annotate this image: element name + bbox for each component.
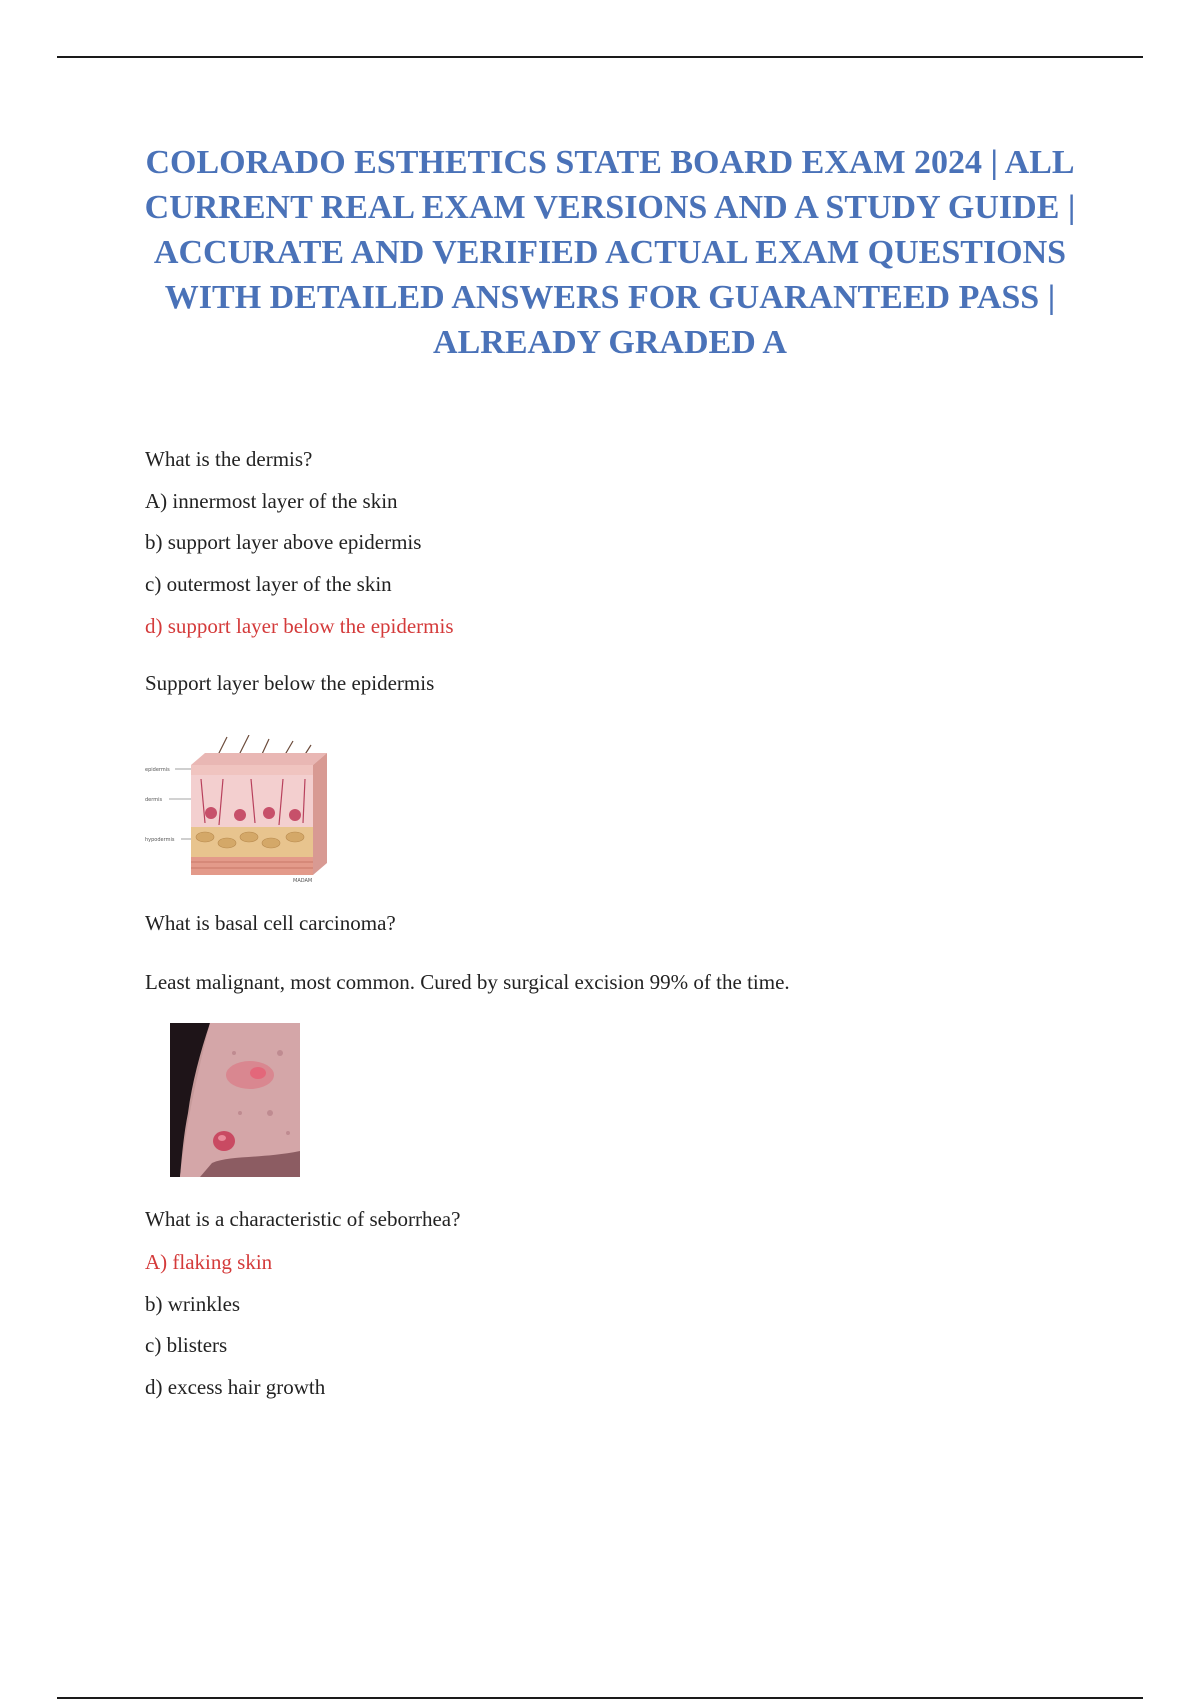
skin-layers-diagram [145,735,330,883]
question-3-option-c: c) blisters [145,1333,228,1357]
page-top-rule [57,56,1143,58]
document-title: COLORADO ESTHETICS STATE BOARD EXAM 2024 | ALL CURRENT REAL EXAM VERSIONS AND A STUDY GUIDE | ACCURATE AND VERIFIED ACTUAL EXAM QUESTIONS WITH DETAILED ANSWERS FOR GUARANTEED PASS | ALREADY GRADED A [144,144,1076,361]
question-1-option-d-correct: d) support layer below the epidermis [145,614,454,638]
question-3-option-a-correct: A) flaking skin [145,1250,273,1274]
question-1-option-a: A) innermost layer of the skin [145,489,398,513]
basal-cell-carcinoma-photo [170,1023,300,1177]
hypodermis-label: hypodermis [145,837,175,843]
page-bottom-rule [57,1697,1143,1699]
question-2-text: What is basal cell carcinoma? [145,911,396,935]
figure-credit: MADAM [293,878,313,883]
question-1-answer: Support layer below the epidermis [145,671,435,695]
question-1-option-b: b) support layer above epidermis [145,530,422,554]
question-1-text: What is the dermis? [145,447,313,471]
epidermis-label: epidermis [145,767,170,773]
question-3-option-b: b) wrinkles [145,1292,241,1316]
question-1-option-c: c) outermost layer of the skin [145,572,392,596]
question-2-answer: Least malignant, most common. Cured by surgical excision 99% of the time. [145,970,790,994]
dermis-label: dermis [145,797,163,803]
question-3-option-d: d) excess hair growth [145,1375,326,1399]
question-3-text: What is a characteristic of seborrhea? [145,1207,461,1231]
